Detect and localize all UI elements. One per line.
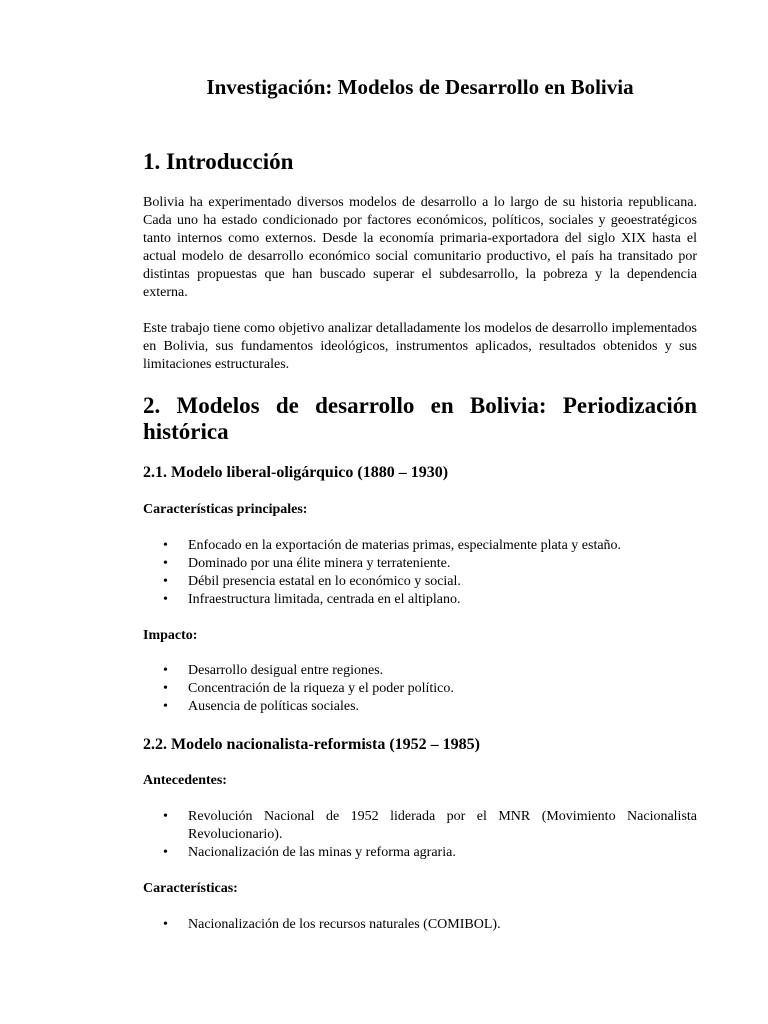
liberal-impact-label: Impacto: [143,628,198,643]
subsection-heading-nationalist: 2.2. Modelo nacionalista-reformista (1952 – 1985) [143,736,480,753]
bullet-icon: • [163,845,168,860]
subsection-heading-liberal: 2.1. Modelo liberal-oligárquico (1880 – 1930) [143,464,449,481]
bullet-icon: • [163,809,168,824]
liberal-features-label: Características principales: [143,502,308,517]
list-item: • Ausencia de políticas sociales. [163,699,360,714]
bullet-icon: • [163,917,168,932]
list-item: • Enfocado en la exportación de materias primas, especialmente plata y estaño. [163,538,622,553]
list-item: • Desarrollo desigual entre regiones. [163,663,384,678]
section-heading-models: 2. Modelos de desarrollo en Bolivia: Periodización histórica [143,393,697,444]
nationalist-background-list [143,808,697,862]
intro-paragraph-1: Bolivia ha experimentado diversos modelos de desarrollo a lo largo de su historia republicana. Cada uno ha estado condicionado por factores económicos, políticos, sociales y geoestratégicos tanto internos como externos. Desde la economía primaria-exportadora del siglo XIX hasta el actual modelo de desarrollo económico social comunitario productivo, el país ha transitado por distintas propuestas que han buscado superar el subdesarrollo, la pobreza y la dependencia externa. [143,195,697,300]
list-item: • Concentración de la riqueza y el poder político. [163,681,454,696]
list-item: • Nacionalización de los recursos naturales (COMIBOL). [163,917,501,932]
list-item: • Dominado por una élite minera y terrateniente. [163,556,451,571]
bullet-icon: • [163,663,168,678]
list-item: • Infraestructura limitada, centrada en el altiplano. [163,592,461,607]
bullet-icon: • [163,574,168,589]
bullet-icon: • [163,699,168,714]
bullet-icon: • [163,556,168,571]
liberal-features-list [143,537,697,609]
nationalist-background-label: Antecedentes: [143,773,227,788]
bullet-icon: • [163,538,168,553]
list-item: • Débil presencia estatal en lo económico y social. [163,574,461,589]
intro-paragraph-2: Este trabajo tiene como objetivo analizar detalladamente los modelos de desarrollo implementados en Bolivia, sus fundamentos ideológicos, instrumentos aplicados, resultados obtenidos y sus limitaciones estructurales. [143,321,697,372]
document-title: Investigación: Modelos de Desarrollo en Bolivia [206,75,634,99]
bullet-icon: • [163,681,168,696]
list-item: • Nacionalización de las minas y reforma agraria. [163,845,456,860]
list-item: • Revolución Nacional de 1952 liderada por el MNR (Movimiento Nacionalista Revolucionario). [163,809,697,842]
bullet-icon: • [163,592,168,607]
nationalist-features-list [143,916,697,934]
nationalist-features-label: Características: [143,881,238,896]
liberal-impact-list [143,662,697,716]
section-heading-introduction: 1. Introducción [143,149,294,174]
